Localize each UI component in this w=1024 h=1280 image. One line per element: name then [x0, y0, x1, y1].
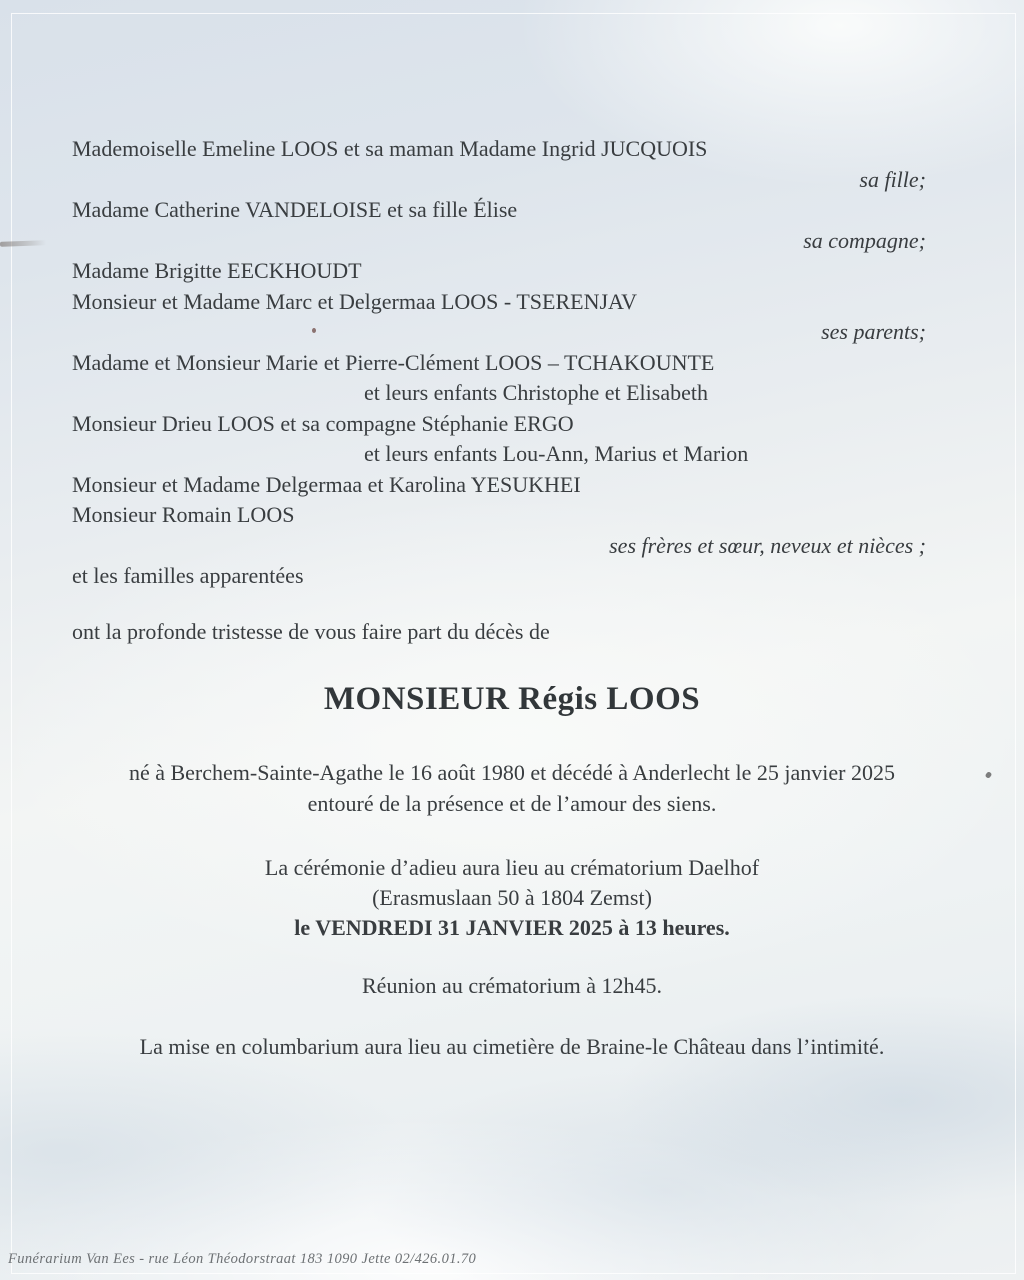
- family-line: Madame Catherine VANDELOISE et sa fille Élise: [72, 197, 518, 222]
- family-line: Monsieur Drieu LOOS et sa compagne Stéphanie ERGO: [72, 410, 574, 436]
- ceremony-paragraph: [40, 853, 984, 943]
- birth-death-paragraph: [40, 757, 984, 819]
- family-line: Madame Brigitte EECKHOUDT: [72, 258, 362, 283]
- family-line: et leurs enfants Lou-Ann, Marius et Marion: [364, 441, 749, 466]
- family-line: et les familles apparentées: [72, 563, 304, 588]
- family-line: Mademoiselle Emeline LOOS et sa maman Madame Ingrid JUCQUOIS: [72, 136, 708, 161]
- ceremony-location-line: La cérémonie d’adieu aura lieu au crématorium Daelhof: [264, 855, 760, 880]
- family-line: Monsieur Romain LOOS: [72, 502, 295, 527]
- intro-sentence: ont la profonde tristesse de vous faire part du décès de: [72, 619, 550, 644]
- scan-smudge-artifact: [0, 240, 46, 247]
- deceased-name-title: MONSIEUR Régis LOOS: [323, 681, 701, 717]
- ceremony-address-line: (Erasmuslaan 50 à 1804 Zemst): [372, 885, 652, 910]
- funeral-home-footer: Funérarium Van Ees - rue Léon Théodorstraat 183 1090 Jette 02/426.01.70: [8, 1251, 477, 1267]
- birth-death-line: né à Berchem-Sainte-Agathe le 16 août 1980 et décédé à Anderlecht le 25 janvier 2025: [128, 760, 896, 785]
- family-line: et leurs enfants Christophe et Elisabeth: [364, 380, 708, 405]
- ceremony-datetime-line: le VENDREDI 31 JANVIER 2025 à 13 heures.: [294, 915, 730, 940]
- family-line: ses parents;: [821, 319, 926, 344]
- scan-dot-artifact: [312, 328, 316, 333]
- family-line: ses frères et sœur, neveux et nièces ;: [609, 532, 926, 558]
- family-line: Monsieur et Madame Marc et Delgermaa LOOS - TSERENJAV: [72, 288, 637, 314]
- surrounded-by-love-line: entouré de la présence et de l’amour des siens.: [307, 791, 717, 816]
- family-line: Monsieur et Madame Delgermaa et Karolina YESUKHEI: [72, 471, 581, 497]
- reunion-line: Réunion au crématorium à 12h45.: [362, 973, 662, 998]
- family-address-list: [72, 134, 926, 592]
- family-line: Madame et Monsieur Marie et Pierre-Clément LOOS – TCHAKOUNTE: [72, 349, 715, 375]
- family-line: sa fille;: [859, 166, 926, 192]
- scan-speck-artifact: [985, 771, 993, 779]
- family-line: sa compagne;: [803, 227, 926, 253]
- columbarium-line: La mise en columbarium aura lieu au cimetière de Braine-le Château dans l’intimité.: [139, 1034, 885, 1059]
